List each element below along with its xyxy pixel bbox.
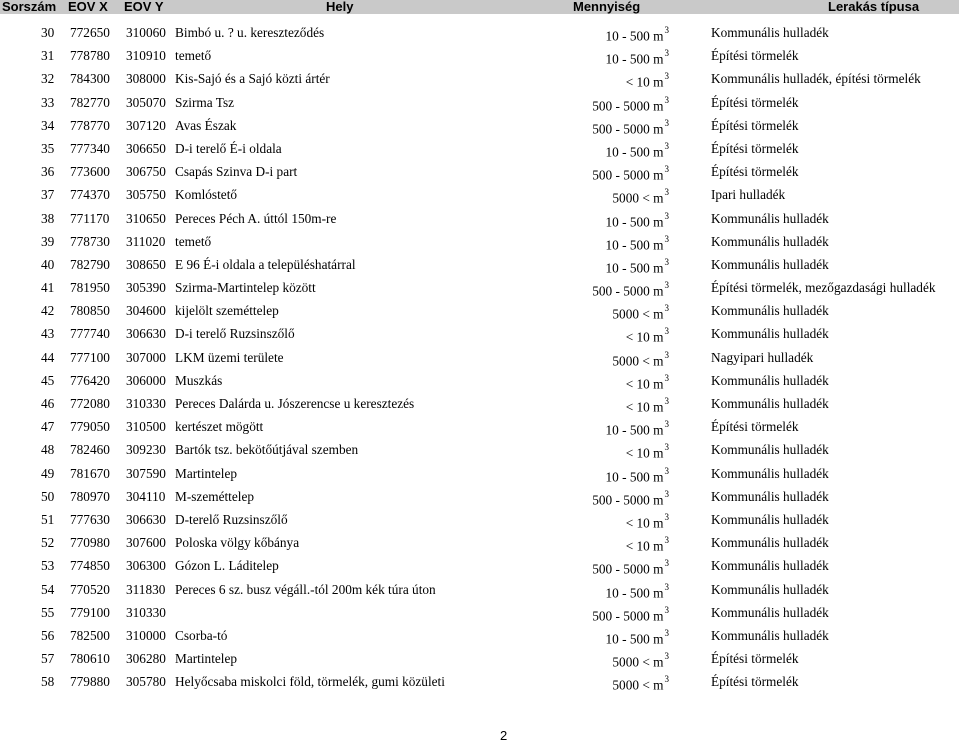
eov-y-value: 311830 xyxy=(126,581,166,597)
quantity-text: 5000 < m xyxy=(612,353,664,369)
header-eov-x: EOV X xyxy=(68,0,108,14)
table-body xyxy=(0,20,959,692)
eov-x-value: 776420 xyxy=(70,372,110,388)
eov-x-value: 781950 xyxy=(70,280,110,296)
header-eov-y: EOV Y xyxy=(124,0,164,14)
quantity-value xyxy=(592,118,669,136)
row-number: 30 xyxy=(41,25,55,40)
unit-exponent: 3 xyxy=(664,280,669,291)
eov-y-value: 306000 xyxy=(126,372,166,388)
table-row xyxy=(0,461,959,484)
quantity-value xyxy=(606,234,670,252)
unit-exponent: 3 xyxy=(664,164,669,175)
quantity-value xyxy=(592,558,669,576)
waste-type-text: Kommunális hulladék xyxy=(711,303,829,319)
table-row xyxy=(0,321,959,344)
eov-y-value: 306630 xyxy=(126,511,166,527)
waste-type-text: Építési törmelék xyxy=(711,48,799,64)
eov-x-value: 782790 xyxy=(70,256,110,272)
waste-type-text: Kommunális hulladék xyxy=(711,233,829,249)
unit-exponent: 3 xyxy=(664,349,669,360)
quantity-text: < 10 m xyxy=(625,74,664,90)
waste-type-text: Kommunális hulladék xyxy=(711,25,829,40)
row-number: 37 xyxy=(41,187,55,203)
quantity-value xyxy=(626,326,669,344)
quantity-text: < 10 m xyxy=(625,445,664,461)
quantity-value xyxy=(606,141,670,159)
table-row xyxy=(0,206,959,229)
eov-y-value: 306630 xyxy=(126,326,166,342)
header-hely: Hely xyxy=(326,0,354,14)
eov-y-value: 306750 xyxy=(126,164,166,180)
location-text: M-szeméttelep xyxy=(175,488,255,504)
quantity-value xyxy=(626,442,669,460)
quantity-value xyxy=(606,419,670,437)
quantity-value xyxy=(612,350,669,368)
location-text: Csorba-tó xyxy=(175,627,228,643)
unit-exponent: 3 xyxy=(664,674,669,685)
unit-exponent: 3 xyxy=(664,581,669,592)
eov-y-value: 308000 xyxy=(126,71,166,87)
location-text: Szirma-Martintelep között xyxy=(175,280,316,296)
eov-y-value: 311020 xyxy=(126,233,166,249)
header-mennyiseg: Mennyiség xyxy=(573,0,641,14)
eov-x-value: 779100 xyxy=(70,604,110,620)
quantity-text: 10 - 500 m xyxy=(605,260,664,276)
row-number: 49 xyxy=(41,465,55,481)
table-row xyxy=(0,136,959,159)
quantity-text: 5000 < m xyxy=(612,306,664,322)
row-number: 54 xyxy=(41,581,55,597)
table-row xyxy=(0,391,959,414)
location-text: temető xyxy=(175,48,212,64)
eov-y-value: 307590 xyxy=(126,465,166,481)
eov-y-value: 310650 xyxy=(126,210,166,226)
quantity-value xyxy=(592,605,669,623)
unit-exponent: 3 xyxy=(664,488,669,499)
quantity-text: 5000 < m xyxy=(612,677,664,693)
eov-x-value: 777100 xyxy=(70,349,110,365)
unit-exponent: 3 xyxy=(664,396,669,406)
eov-y-value: 306300 xyxy=(126,558,166,574)
eov-y-value: 310500 xyxy=(126,419,166,435)
waste-type-text: Kommunális hulladék xyxy=(711,488,829,504)
header-sorszam: Sorszám xyxy=(2,0,57,14)
eov-y-value: 310060 xyxy=(126,25,166,40)
table-row xyxy=(0,600,959,623)
quantity-text: 5000 < m xyxy=(612,654,664,670)
quantity-value xyxy=(612,674,669,692)
table-row xyxy=(0,669,959,692)
eov-x-value: 780610 xyxy=(70,651,110,667)
waste-type-text: Kommunális hulladék xyxy=(711,627,829,643)
quantity-value xyxy=(606,25,670,43)
quantity-text: 5000 < m xyxy=(612,190,664,206)
location-text: Csapás Szinva D-i part xyxy=(175,164,298,180)
eov-x-value: 773600 xyxy=(70,164,110,180)
table-row xyxy=(0,298,959,321)
row-number: 56 xyxy=(41,627,55,643)
location-text: temető xyxy=(175,233,212,249)
unit-exponent: 3 xyxy=(664,326,669,337)
quantity-text: < 10 m xyxy=(625,538,664,554)
waste-type-text: Kommunális hulladék xyxy=(711,210,829,226)
unit-exponent: 3 xyxy=(664,604,669,615)
row-number: 53 xyxy=(41,558,55,574)
eov-x-value: 778730 xyxy=(70,233,110,249)
waste-type-text: Kommunális hulladék xyxy=(711,604,829,620)
quantity-value xyxy=(626,535,669,553)
eov-x-value: 772080 xyxy=(70,396,110,411)
quantity-text: 500 - 5000 m xyxy=(592,283,664,299)
unit-exponent: 3 xyxy=(664,256,669,267)
row-number: 41 xyxy=(41,280,55,296)
location-text: Avas Észak xyxy=(175,117,237,133)
waste-type-text: Kommunális hulladék xyxy=(711,256,829,272)
quantity-value xyxy=(606,48,670,66)
location-text: Helyőcsaba miskolci föld, törmelék, gumi közületi xyxy=(175,674,445,690)
quantity-text: 500 - 5000 m xyxy=(592,492,664,508)
eov-y-value: 307120 xyxy=(126,117,166,133)
row-number: 51 xyxy=(41,511,55,527)
eov-x-value: 784300 xyxy=(70,71,110,87)
location-text: LKM üzemi területe xyxy=(175,349,284,365)
unit-exponent: 3 xyxy=(664,94,669,105)
quantity-text: < 10 m xyxy=(625,329,664,345)
table-row xyxy=(0,43,959,66)
waste-type-text: Építési törmelék xyxy=(711,674,799,690)
unit-exponent: 3 xyxy=(664,651,669,662)
unit-exponent: 3 xyxy=(664,372,669,383)
row-number: 58 xyxy=(41,674,55,690)
quantity-value xyxy=(606,628,670,646)
unit-exponent: 3 xyxy=(664,25,669,35)
row-number: 32 xyxy=(41,71,55,87)
row-number: 38 xyxy=(41,210,55,226)
table-row xyxy=(0,484,959,507)
eov-x-value: 770520 xyxy=(70,581,110,597)
location-text: D-i terelő É-i oldala xyxy=(175,140,282,156)
unit-exponent: 3 xyxy=(664,511,669,522)
table-row xyxy=(0,414,959,437)
eov-y-value: 310330 xyxy=(126,396,166,411)
eov-y-value: 306280 xyxy=(126,651,166,667)
eov-x-value: 781670 xyxy=(70,465,110,481)
eov-y-value: 310330 xyxy=(126,604,166,620)
quantity-text: 10 - 500 m xyxy=(605,422,664,438)
quantity-value xyxy=(626,396,669,414)
quantity-text: 500 - 5000 m xyxy=(592,97,664,113)
waste-type-text: Kommunális hulladék xyxy=(711,558,829,574)
waste-type-text: Építési törmelék, mezőgazdasági hulladék xyxy=(711,280,936,296)
eov-x-value: 782770 xyxy=(70,94,110,110)
unit-exponent: 3 xyxy=(664,303,669,314)
unit-exponent: 3 xyxy=(664,419,669,430)
row-number: 45 xyxy=(41,372,55,388)
table-row xyxy=(0,345,959,368)
waste-type-text: Építési törmelék xyxy=(711,419,799,435)
table-row xyxy=(0,275,959,298)
table-row xyxy=(0,182,959,205)
eov-x-value: 772650 xyxy=(70,25,110,40)
eov-y-value: 310000 xyxy=(126,627,166,643)
row-number: 39 xyxy=(41,233,55,249)
waste-type-text: Kommunális hulladék xyxy=(711,372,829,388)
row-number: 35 xyxy=(41,140,55,156)
waste-type-text: Építési törmelék xyxy=(711,94,799,110)
eov-y-value: 306650 xyxy=(126,140,166,156)
eov-x-value: 782460 xyxy=(70,442,110,458)
eov-x-value: 771170 xyxy=(70,210,110,226)
table-header xyxy=(0,0,959,14)
row-number: 42 xyxy=(41,303,55,319)
quantity-text: 10 - 500 m xyxy=(605,51,664,67)
waste-type-text: Kommunális hulladék xyxy=(711,511,829,527)
location-text: kijelölt szeméttelep xyxy=(175,303,279,319)
table-row xyxy=(0,530,959,553)
table-row xyxy=(0,90,959,113)
location-text: Poloska völgy kőbánya xyxy=(175,535,300,551)
eov-y-value: 304110 xyxy=(126,488,166,504)
eov-x-value: 770980 xyxy=(70,535,110,551)
row-number: 31 xyxy=(41,48,55,64)
eov-y-value: 308650 xyxy=(126,256,166,272)
table-row xyxy=(0,437,959,460)
row-number: 34 xyxy=(41,117,55,133)
eov-x-value: 774850 xyxy=(70,558,110,574)
unit-exponent: 3 xyxy=(664,48,669,59)
quantity-value xyxy=(612,187,669,205)
location-text: Gózon L. Láditelep xyxy=(175,558,279,574)
waste-type-text: Kommunális hulladék xyxy=(711,326,829,342)
location-text: D-i terelő Ruzsinszőlő xyxy=(175,326,295,342)
row-number: 44 xyxy=(41,349,55,365)
location-text: Martintelep xyxy=(175,465,238,481)
row-number: 43 xyxy=(41,326,55,342)
table-row xyxy=(0,252,959,275)
eov-x-value: 780970 xyxy=(70,488,110,504)
location-text: Pereces Péch A. úttól 150m-re xyxy=(175,210,337,226)
row-number: 47 xyxy=(41,419,55,435)
location-text: Bimbó u. ? u. kereszteződés xyxy=(175,25,325,40)
eov-y-value: 305070 xyxy=(126,94,166,110)
quantity-value xyxy=(592,489,669,507)
eov-y-value: 305750 xyxy=(126,187,166,203)
row-number: 52 xyxy=(41,535,55,551)
quantity-value xyxy=(626,512,669,530)
quantity-value xyxy=(612,303,669,321)
location-text: Kis-Sajó és a Sajó közti ártér xyxy=(175,71,330,87)
quantity-value xyxy=(626,373,669,391)
waste-type-text: Építési törmelék xyxy=(711,651,799,667)
table-row xyxy=(0,229,959,252)
location-text: E 96 É-i oldala a településhatárral xyxy=(175,256,356,272)
location-text: Komlóstető xyxy=(175,187,238,203)
waste-type-text: Építési törmelék xyxy=(711,140,799,156)
eov-x-value: 777630 xyxy=(70,511,110,527)
table-row xyxy=(0,20,959,43)
waste-type-text: Ipari hulladék xyxy=(711,187,786,203)
quantity-text: 10 - 500 m xyxy=(605,213,664,229)
waste-type-text: Kommunális hulladék xyxy=(711,581,829,597)
table-row xyxy=(0,577,959,600)
waste-type-text: Kommunális hulladék xyxy=(711,535,829,551)
quantity-text: 10 - 500 m xyxy=(605,28,664,44)
eov-x-value: 777740 xyxy=(70,326,110,342)
unit-exponent: 3 xyxy=(664,140,669,151)
unit-exponent: 3 xyxy=(664,210,669,221)
quantity-text: 10 - 500 m xyxy=(605,237,664,253)
header-lerakas-tipusa: Lerakás típusa xyxy=(828,0,920,14)
quantity-text: 10 - 500 m xyxy=(605,468,664,484)
location-text: Szirma Tsz xyxy=(175,94,235,110)
eov-x-value: 778770 xyxy=(70,117,110,133)
unit-exponent: 3 xyxy=(664,233,669,244)
page-number: 2 xyxy=(500,728,508,743)
waste-type-text: Kommunális hulladék xyxy=(711,465,829,481)
row-number: 50 xyxy=(41,488,55,504)
waste-type-text: Kommunális hulladék, építési törmelék xyxy=(711,71,921,87)
quantity-value xyxy=(606,466,670,484)
eov-y-value: 307600 xyxy=(126,535,166,551)
unit-exponent: 3 xyxy=(664,71,669,82)
quantity-value xyxy=(592,280,669,298)
unit-exponent: 3 xyxy=(664,627,669,638)
waste-type-text: Építési törmelék xyxy=(711,117,799,133)
row-number: 46 xyxy=(41,396,55,411)
quantity-text: 500 - 5000 m xyxy=(592,561,664,577)
quantity-text: 500 - 5000 m xyxy=(592,121,664,137)
location-text: Martintelep xyxy=(175,651,238,667)
quantity-text: 10 - 500 m xyxy=(605,144,664,160)
location-text: Pereces 6 sz. busz végáll.-tól 200m kék túra úton xyxy=(175,581,436,597)
eov-y-value: 309230 xyxy=(126,442,166,458)
waste-type-text: Nagyipari hulladék xyxy=(711,349,814,365)
quantity-value xyxy=(612,651,669,669)
table-row xyxy=(0,66,959,89)
table-row xyxy=(0,368,959,391)
quantity-value xyxy=(592,95,669,113)
row-number: 55 xyxy=(41,604,55,620)
quantity-text: < 10 m xyxy=(625,515,664,531)
location-text: Muszkás xyxy=(175,372,223,388)
eov-x-value: 782500 xyxy=(70,627,110,643)
eov-x-value: 774370 xyxy=(70,187,110,203)
quantity-text: 500 - 5000 m xyxy=(592,167,664,183)
unit-exponent: 3 xyxy=(664,465,669,476)
row-number: 57 xyxy=(41,651,55,667)
quantity-value xyxy=(606,582,670,600)
row-number: 48 xyxy=(41,442,55,458)
quantity-value xyxy=(606,211,670,229)
unit-exponent: 3 xyxy=(664,442,669,453)
unit-exponent: 3 xyxy=(664,558,669,569)
eov-x-value: 777340 xyxy=(70,140,110,156)
waste-type-text: Kommunális hulladék xyxy=(711,442,829,458)
table-row xyxy=(0,646,959,669)
location-text: Pereces Dalárda u. Jószerencse u keresztezés xyxy=(175,396,415,411)
unit-exponent: 3 xyxy=(664,535,669,546)
quantity-text: 500 - 5000 m xyxy=(592,608,664,624)
eov-y-value: 304600 xyxy=(126,303,166,319)
table-row xyxy=(0,159,959,182)
eov-y-value: 305390 xyxy=(126,280,166,296)
table-row xyxy=(0,507,959,530)
table-row xyxy=(0,113,959,136)
quantity-value xyxy=(626,71,669,89)
quantity-text: < 10 m xyxy=(625,376,664,392)
unit-exponent: 3 xyxy=(664,187,669,198)
location-text: Bartók tsz. bekötőútjával szemben xyxy=(175,442,359,458)
eov-y-value: 310910 xyxy=(126,48,166,64)
eov-y-value: 307000 xyxy=(126,349,166,365)
table-row xyxy=(0,623,959,646)
quantity-value xyxy=(592,164,669,182)
unit-exponent: 3 xyxy=(664,117,669,128)
quantity-text: < 10 m xyxy=(625,399,664,415)
eov-x-value: 778780 xyxy=(70,48,110,64)
row-number: 40 xyxy=(41,256,55,272)
quantity-text: 10 - 500 m xyxy=(605,631,664,647)
waste-type-text: Kommunális hulladék xyxy=(711,396,829,411)
quantity-text: 10 - 500 m xyxy=(605,584,664,600)
row-number: 36 xyxy=(41,164,55,180)
eov-x-value: 780850 xyxy=(70,303,110,319)
quantity-value xyxy=(606,257,670,275)
eov-x-value: 779050 xyxy=(70,419,110,435)
row-number: 33 xyxy=(41,94,55,110)
eov-x-value: 779880 xyxy=(70,674,110,690)
location-text: D-terelő Ruzsinszőlő xyxy=(175,511,288,527)
waste-type-text: Építési törmelék xyxy=(711,164,799,180)
eov-y-value: 305780 xyxy=(126,674,166,690)
location-text: kertészet mögött xyxy=(175,419,264,435)
table-row xyxy=(0,553,959,576)
